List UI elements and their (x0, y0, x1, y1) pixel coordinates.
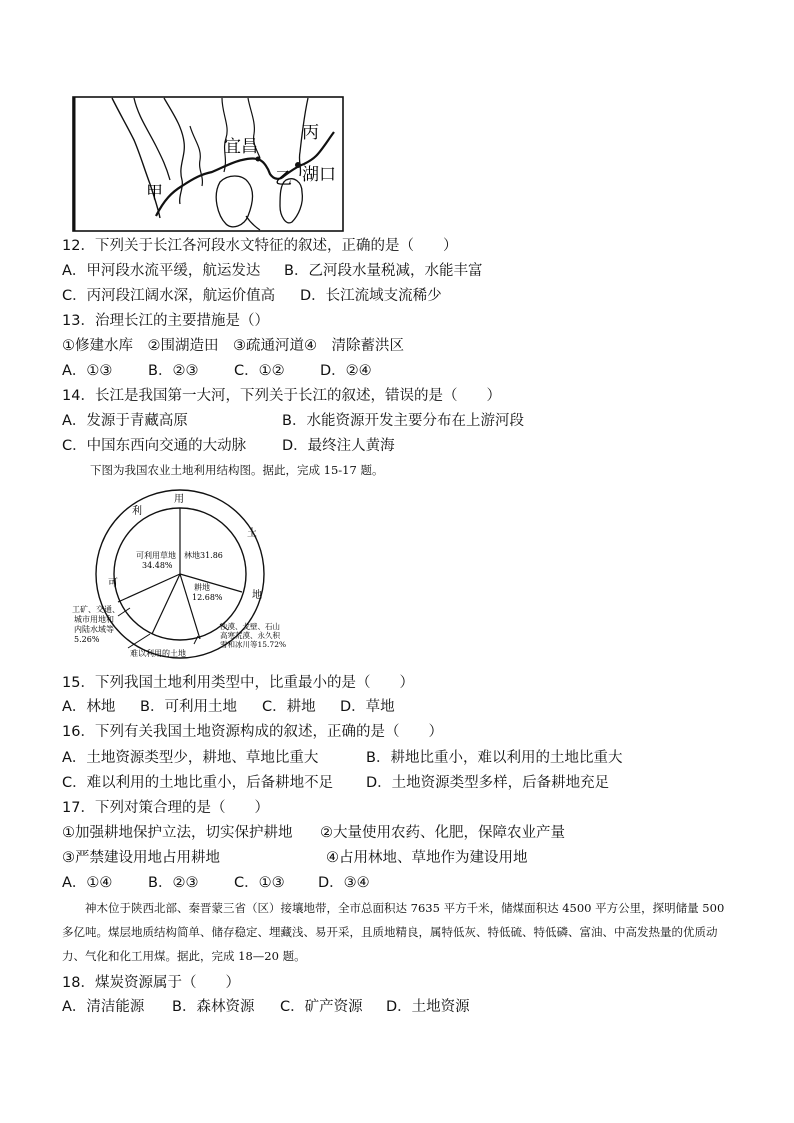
ring-char: 土 (247, 528, 257, 539)
land-use-chart (70, 484, 302, 662)
q17-item-1: ①加强耕地保护立法，切实保护耕地 (62, 825, 293, 841)
q13-items: ①修建水库 ②围湖造田 ③疏通河道④ 清除蓄洪区 (62, 338, 404, 354)
ring-char: 地 (252, 590, 262, 601)
label-hukou: 湖口 (302, 165, 336, 185)
label-usable-grass-pct: 34.48% (142, 561, 173, 570)
label-jia: 甲 (146, 183, 163, 203)
label-desert: 沙漠、戈壁、石山 (220, 622, 280, 631)
label-farm-pct: 12.68% (192, 593, 223, 602)
q17-stem: 17．下列对策合理的是（ ） (62, 800, 269, 816)
q16-option-d: D．土地资源类型多样，后备耕地充足 (366, 775, 610, 791)
label-farm: 耕地 (194, 583, 210, 592)
label-usable-grass: 可利用草地 (136, 551, 176, 560)
label-mine: 内陆水域等 (74, 625, 114, 634)
label-desert: 高寒荒漠、永久积 (220, 631, 280, 640)
q17-option-b: B．②③ (148, 875, 199, 891)
q17-option-d: D．③④ (318, 875, 370, 891)
q15-option-b: B．可利用土地 (140, 699, 237, 715)
q17-option-c: C．①③ (234, 875, 285, 891)
q12-option-d: D．长江流域支流稀少 (300, 288, 442, 304)
q17-option-a: A．①④ (62, 875, 113, 891)
q16-option-a: A．土地资源类型少，耕地、草地比重大 (62, 750, 319, 766)
q12-option-a: A．甲河段水流平缓，航运发达 (62, 263, 261, 279)
q14-option-a: A．发源于青藏高原 (62, 413, 188, 429)
q14-stem: 14．长江是我国第一大河，下列关于长江的叙述，错误的是（ ） (62, 388, 501, 404)
q15-option-a: A．林地 (62, 699, 116, 715)
ring-char: 利 (132, 506, 142, 517)
label-bing: 丙 (302, 123, 319, 143)
q14-option-b: B．水能资源开发主要分布在上游河段 (282, 413, 524, 429)
label-forest: 林地31.86 (184, 551, 223, 560)
q15-option-c: C．耕地 (262, 699, 316, 715)
q13-stem: 13．治理长江的主要措施是（） (62, 313, 269, 329)
q14-option-d: D．最终注人黄海 (282, 438, 395, 454)
ring-char: 用 (174, 494, 184, 505)
q18-option-c: C．矿产资源 (280, 999, 363, 1015)
q12-option-c: C．丙河段江阔水深，航运价值高 (62, 288, 276, 304)
q14-option-c: C．中国东西向交通的大动脉 (62, 438, 247, 454)
q18-option-a: A．清洁能源 (62, 999, 145, 1015)
label-mine-pct: 5.26% (74, 635, 100, 644)
q15-stem: 15．下列我国土地利用类型中，比重最小的是（ ） (62, 675, 414, 691)
yichang-dot (256, 157, 261, 162)
ring-char: 可 (108, 578, 118, 589)
intro-18-20: 神木位于陕西北部、秦晋蒙三省（区）接壤地带，全市总面积达 7635 平方千米，储煤面积达 4500 平方公里，探明储量 500 多亿吨。煤层地质结构简单、储存稳定、埋藏浅、易开采，且质地精良，属特低灰、特低硫、特低磷、富油、中高发热量的优质动力、气化和化工用煤。据此，完成 18—20 题。 (62, 901, 725, 963)
q13-option-c: C．①② (234, 363, 285, 379)
q17-item-4: ④占用林地、草地作为建设用地 (326, 850, 528, 866)
label-yi: 乙 (275, 169, 292, 189)
q12-stem: 12．下列关于长江各河段水文特征的叙述，正确的是（ ） (62, 238, 458, 254)
label-yichang: 宜昌 (224, 137, 258, 157)
q13-option-d: D．②④ (320, 363, 372, 379)
q16-stem: 16．下列有关我国土地资源构成的叙述，正确的是（ ） (62, 724, 443, 740)
intro-15-17: 下图为我国农业土地利用结构图。据此，完成 15-17 题。 (90, 463, 384, 477)
q13-option-b: B．②③ (148, 363, 199, 379)
label-mine: 城市用地和 (74, 615, 114, 624)
q18-option-d: D．土地资源 (386, 999, 470, 1015)
q18-stem: 18．煤炭资源属于（ ） (62, 975, 240, 991)
label-desert-pct: 雪和冰川等15.72% (220, 640, 287, 649)
label-mine: 工矿、交通、 (72, 605, 120, 614)
q13-option-a: A．①③ (62, 363, 113, 379)
q16-option-b: B．耕地比重小，难以利用的土地比重大 (366, 750, 623, 766)
yangtze-map (72, 96, 344, 232)
label-unusable: 难以利用的土地 (130, 649, 186, 658)
q17-item-3: ③严禁建设用地占用耕地 (62, 850, 220, 866)
q15-option-d: D．草地 (340, 699, 395, 715)
q18-option-b: B．森林资源 (172, 999, 255, 1015)
q17-item-2: ②大量使用农药、化肥，保障农业产量 (320, 825, 565, 841)
hukou-dot (295, 162, 301, 168)
q16-option-c: C．难以利用的土地比重小，后备耕地不足 (62, 775, 334, 791)
q12-option-b: B．乙河段水量税减，水能丰富 (284, 263, 483, 279)
